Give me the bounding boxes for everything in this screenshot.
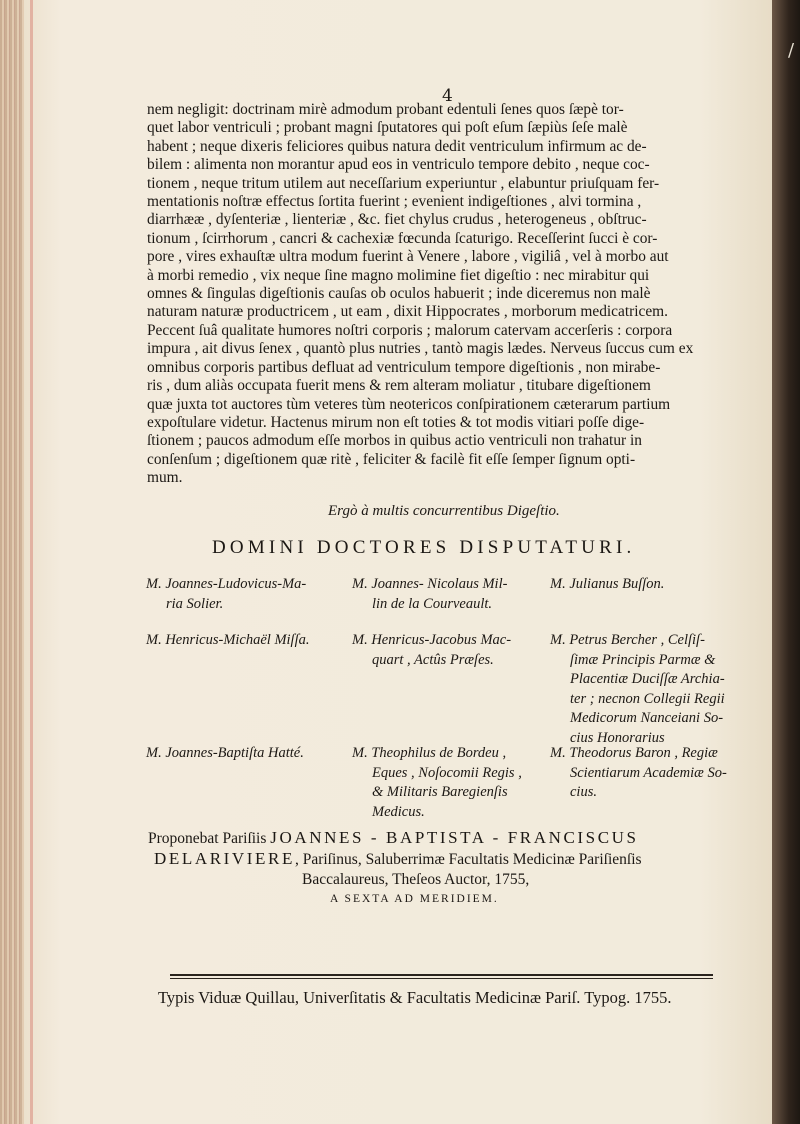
time-line: A SEXTA AD MERIDIEM. — [330, 893, 499, 905]
doctor-line: cius Honorarius — [570, 729, 665, 746]
page-shadow — [772, 0, 800, 1124]
body-line: ſtionem ; paucos admodum eſſe morbos in quibus actio ventriculi non trahatur in — [147, 432, 642, 450]
body-line: ris , dum aliàs occupata fuerit mens & rem alteram moliatur , titubare digeſtionem — [147, 377, 651, 395]
doctor-line: cius. — [570, 784, 597, 800]
doctor-line: Medicorum Nanceiani So- — [570, 710, 724, 726]
proponebat-line-3: Baccalaureus, Theſeos Auctor, 1755, — [302, 871, 530, 888]
doctor-line: M. Julianus Buſſon. — [550, 576, 665, 592]
doctor-entry — [146, 631, 310, 651]
printer-imprint: Typis Viduæ Quillau, Univerſitatis & Facultatis Medicinæ Pariſ. Typog. 1755. — [158, 988, 672, 1007]
body-line: Peccent ſuâ qualitate humores noſtri corporis ; malorum catervam accerſeris : corpora — [147, 321, 673, 339]
body-line: omnibus corporis partibus defluat ad ventriculum tempore digeſtionis , non mirabe- — [147, 358, 661, 376]
doctor-line: ſimæ Principis Parmæ & — [570, 651, 716, 668]
page-number: 4 — [442, 86, 453, 106]
margin-mark: / — [788, 40, 795, 61]
doctor-line: ria Solier. — [166, 595, 224, 612]
doctor-line: M. Henricus-Michaël Miſſa. — [146, 632, 310, 648]
doctor-line: M. Joannes- Nicolaus Mil- — [352, 576, 508, 592]
doctor-entry — [352, 744, 522, 822]
doctor-line: Scientiarum Academiæ So- — [570, 764, 727, 781]
body-line: mum. — [147, 469, 183, 487]
body-line: naturam naturæ productricem , ut eam , dixit Hippocrates , morborum medicatricem. — [147, 303, 668, 321]
body-line: quet labor ventriculi ; probant magni ſputatores qui poſt eſum ſæpiùs ſeſe malè — [147, 119, 628, 137]
proponebat-line-1: Proponebat Pariſiis JOANNES - BAPTISTA - FRANCISCUS — [148, 828, 639, 847]
proponebat-block — [148, 828, 768, 890]
doctor-line: quart , Actûs Præſes. — [372, 651, 494, 668]
doctor-entry — [550, 631, 725, 748]
body-line: expoſtulare videtur. Hactenus mirum non eſt toties & tot modis vitiari poſſe dige- — [147, 413, 645, 431]
body-line: à morbi remedio , vix neque ſine magno molimine fiet digeſtio : nec mirabitur qui — [147, 266, 650, 284]
body-line: mentationis noſtræ effectus ſortita fuerint ; evenient indigeſtiones , alvi tormina , — [147, 193, 642, 211]
doctor-line: M. Joannes-Baptiſta Hatté. — [146, 745, 304, 761]
body-line: impura , ait divus ſenex , quantò plus nutries , tantò magis lædes. Nerveus ſuccus cum ex — [147, 340, 694, 358]
conclusion: Ergò à multis concurrentibus Digeſtio. — [328, 503, 560, 519]
body-line: pore , vires exhauſtæ ultra modum fuerint à Venere , labore , vigiliâ , vel à morbo aut — [147, 248, 669, 266]
body-line: tionum , ſcirrhorum , cancri & cachexiæ fœcunda ſcaturigo. Receſſerint ſucci è cor- — [147, 229, 658, 247]
doctor-line: M. Theophilus de Bordeu , — [352, 745, 507, 761]
body-line: conſenſum ; digeſtionem quæ ritè , feliciter & facilè fit eſſe ſemper ſignum opti- — [147, 450, 636, 468]
doctor-line: M. Joannes-Ludovicus-Ma- — [146, 576, 307, 592]
doctor-entry — [352, 631, 511, 670]
doctor-entry — [146, 575, 306, 614]
doctor-line: M. Henricus-Jacobus Mac- — [352, 632, 512, 648]
body-line: omnes & ſingulas digeſtionis cauſas ob oculos habuerit ; inde diceremus non malè — [147, 285, 651, 303]
doctor-line: M. Theodorus Baron , Regiæ — [550, 745, 718, 761]
section-heading: DOMINI DOCTORES DISPUTATURI. — [212, 537, 636, 558]
doctor-line: & Militaris Baregienſis — [372, 784, 508, 800]
proponebat-line-2: DELARIVIERE, Pariſinus, Saluberrimæ Facultatis Medicinæ Pariſienſis — [154, 849, 642, 868]
body-line: diarrhææ , dyſenteriæ , lienteriæ , &c. fiet chylus crudus , heterogeneus , obſtruc- — [147, 211, 647, 229]
body-line: habent ; neque dixeris feliciores quibus natura dedit ventriculum infirmum ac de- — [147, 137, 647, 155]
doctor-entry — [550, 744, 727, 803]
doctor-line: Placentiæ Duciſſæ Archia- — [570, 671, 725, 687]
body-line: quæ juxta tot auctores tùm veteres tùm neotericos conſpirationem cæterarum partium — [147, 395, 671, 413]
divider-rule — [170, 974, 713, 979]
doctor-entry — [352, 575, 507, 614]
doctor-line: Eques , Noſocomii Regis , — [372, 764, 522, 781]
body-line: nem negligit: doctrinam mirè admodum probant edentuli ſenes quos ſæpè tor- — [147, 101, 624, 118]
doctor-entry — [550, 575, 664, 595]
body-line: bilem : alimenta non morantur apud eos in ventriculo tempore debito , neque coc- — [147, 156, 650, 174]
doctor-line: ter ; necnon Collegii Regii — [570, 690, 725, 707]
doctor-line: M. Petrus Bercher , Celſiſ- — [550, 632, 705, 648]
doctor-entry — [146, 744, 304, 764]
body-line: tionem , neque tritum utilem aut neceſſarium experiuntur , elabuntur priuſquam fer- — [147, 174, 660, 192]
doctor-line: Medicus. — [372, 803, 425, 820]
doctor-line: lin de la Courveault. — [372, 595, 493, 612]
